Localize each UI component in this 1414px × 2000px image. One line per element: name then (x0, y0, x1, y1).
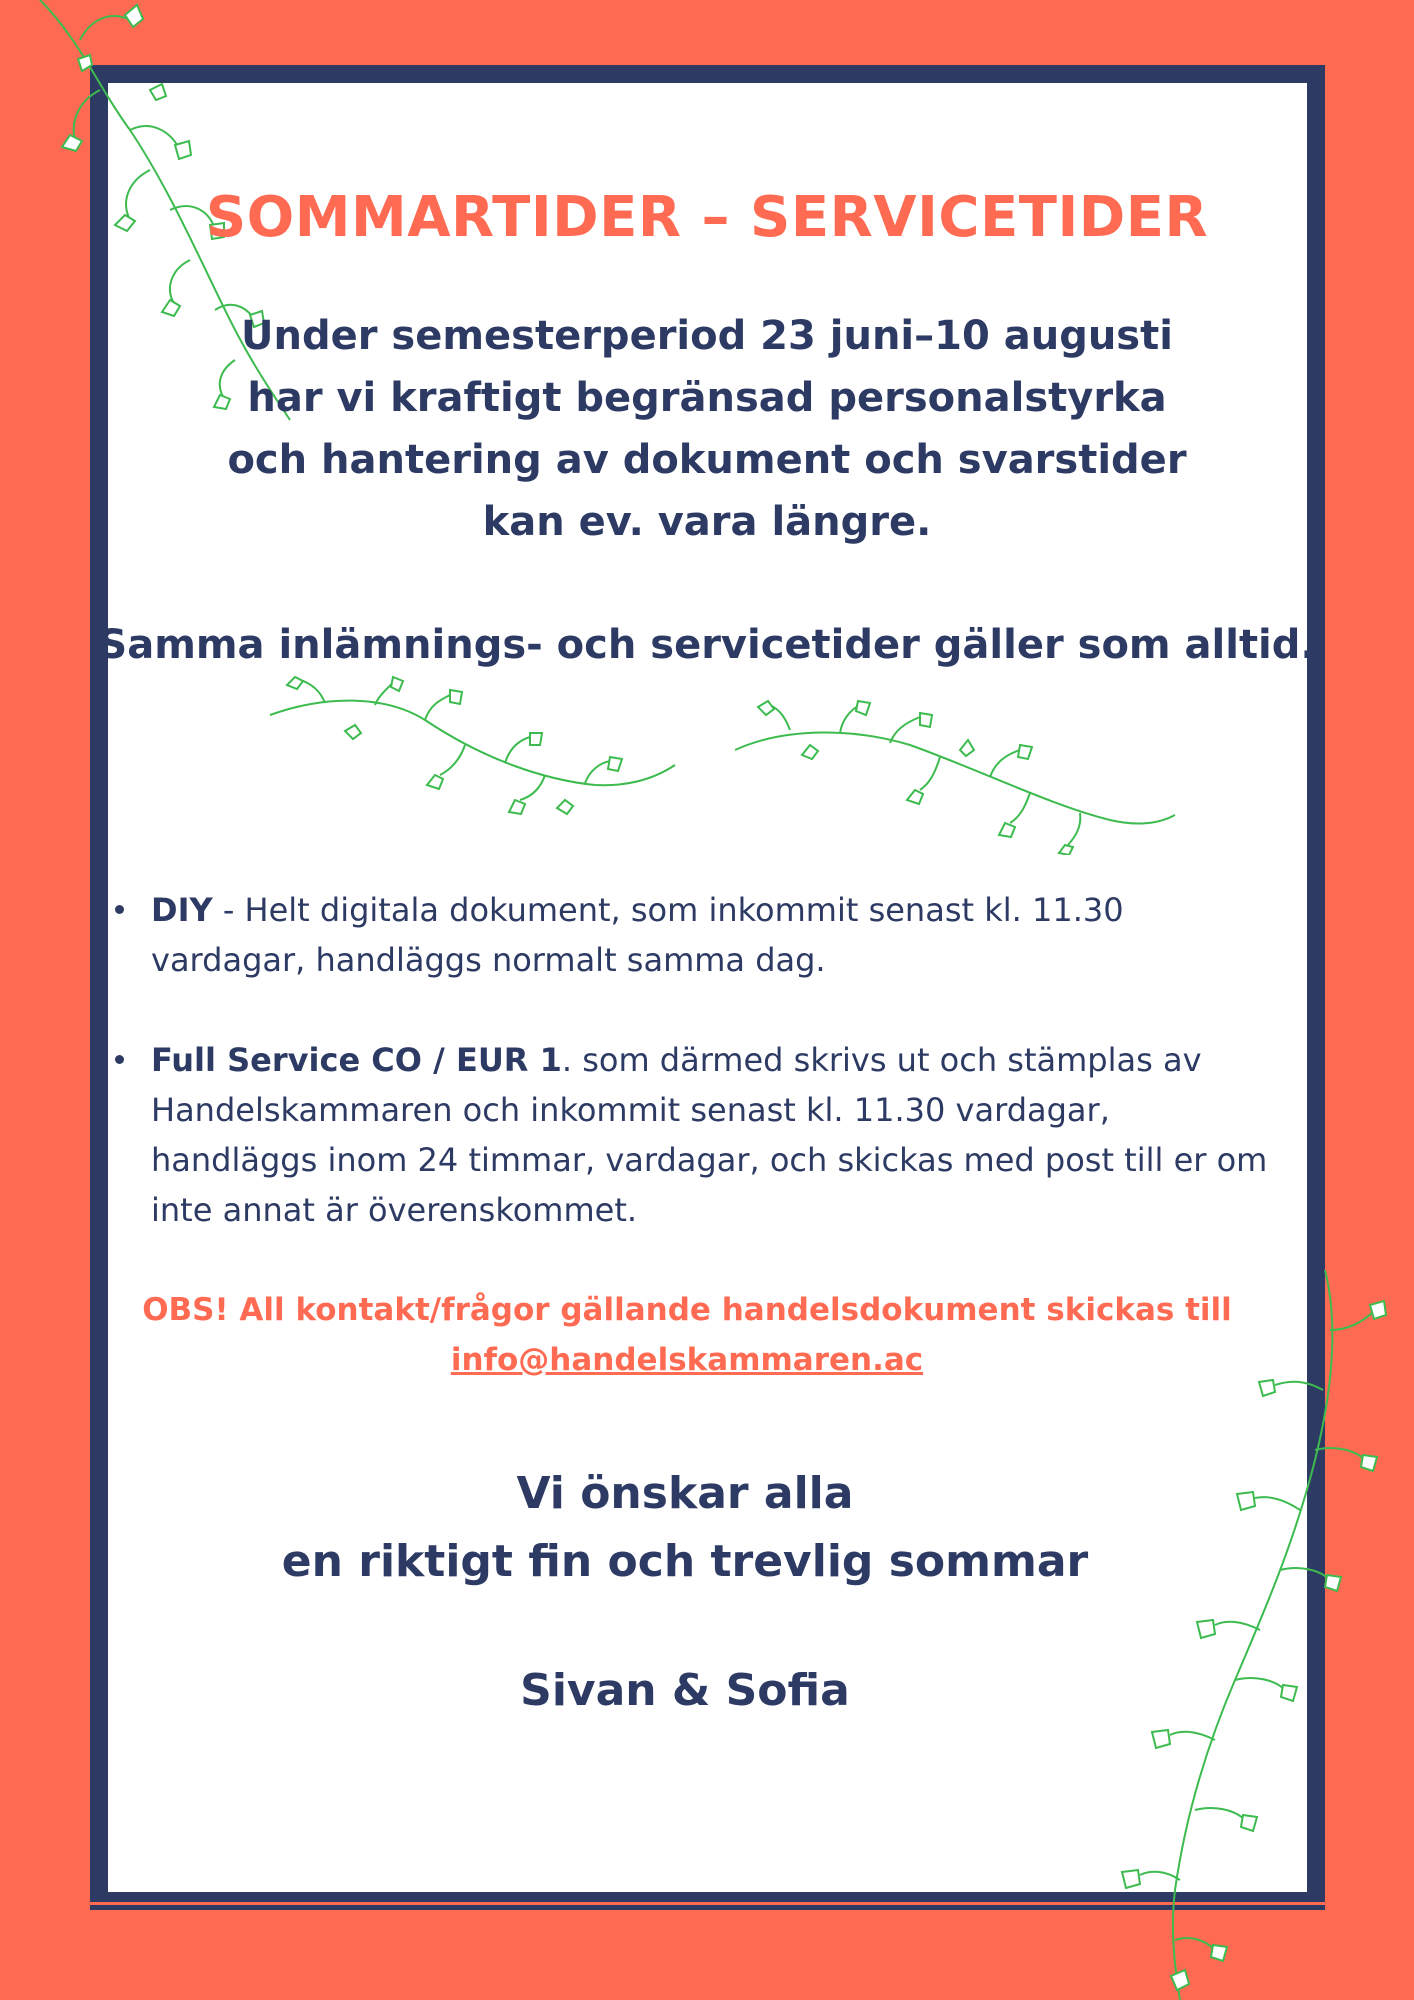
bullet-icon (115, 905, 124, 914)
intro-line: Under semesterperiod 23 juni–10 augusti (241, 313, 1173, 359)
intro-line: har vi kraftigt begränsad personalstyrka (247, 375, 1167, 421)
page-title: SOMMARTIDER – SERVICETIDER (205, 185, 1209, 250)
vine-middle-left-icon (265, 675, 685, 825)
intro-text (0, 305, 1414, 553)
service-list (115, 885, 1285, 1285)
service-name: DIY (151, 891, 213, 929)
notice-text: OBS! All kontakt/frågor gällande handelsdokument skickas till (142, 1292, 1232, 1328)
service-separator: . (561, 1041, 583, 1079)
bullet-icon (115, 1055, 124, 1064)
contact-email-link[interactable]: info@handelskammaren.ac (450, 1342, 924, 1378)
intro-line: kan ev. vara längre. (482, 499, 932, 545)
signature: Sivan & Sofia (520, 1665, 850, 1716)
service-separator: - (212, 891, 245, 929)
same-times-statement: Samma inlämnings- och servicetider gäller som alltid. (98, 622, 1316, 668)
service-description: Helt digitala dokument, som inkommit senast kl. 11.30 vardagar, handläggs normalt samma dag. (151, 891, 1124, 979)
intro-line: och hantering av dokument och svarstider (227, 437, 1187, 483)
greeting-line: en riktigt fin och trevlig sommar (281, 1536, 1089, 1587)
greeting-line: Vi önskar alla (516, 1468, 854, 1519)
vine-middle-right-icon (730, 695, 1180, 855)
vine-bottom-right-icon (1075, 1270, 1400, 2000)
service-name: Full Service CO / EUR 1 (151, 1041, 562, 1079)
list-item (115, 1035, 1285, 1235)
list-item (115, 885, 1285, 985)
service-description: som därmed skrivs ut och stämplas av Handelskammaren och inkommit senast kl. 11.30 vardagar, handläggs inom 24 timmar, vardagar, och skickas med post till er om inte annat är överenskommet. (151, 1041, 1268, 1229)
